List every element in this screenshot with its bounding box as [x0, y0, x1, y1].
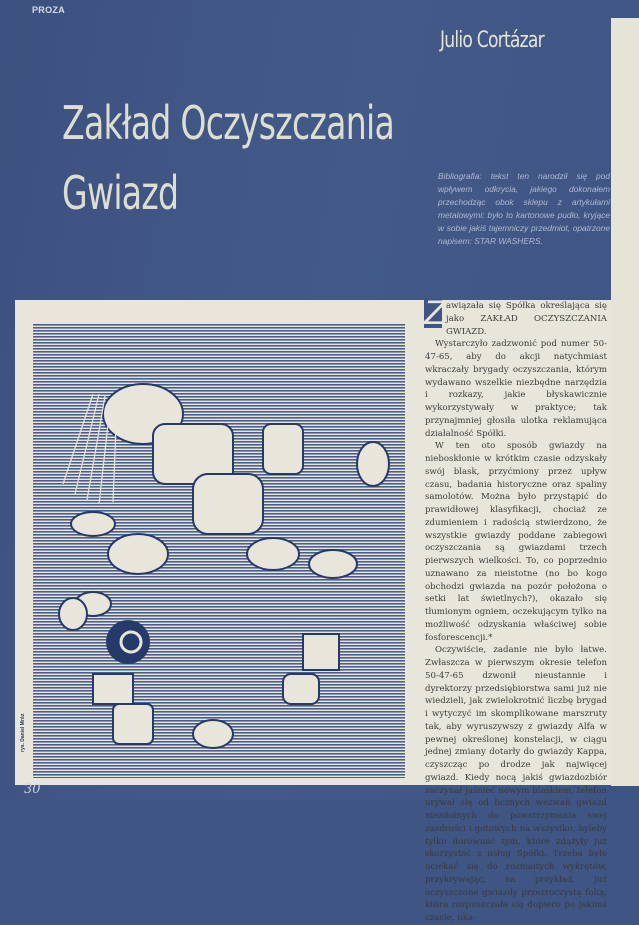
bibliography-note: Bibliografia: tekst ten narodził się pod wpływem odkrycia, jakiego dokonałem przechodząc obok sklepu z artykułami metalowymi: było to kartonowe pudło, kryjące w sobie jakiś tajemniczy przedmiot, opatrzone napisem: STAR WASHERS. — [438, 171, 610, 246]
paragraph: Wystarczyło zadzwonić pod numer 50-47-65, aby do akcji natychmiast wkraczały brygady oczyszczania, którym wydawano wszelkie niezbędne narzędzia i rozkazy, jakie błyskawicznie wykorzystywały w praktyce; tak przynajmniej głosiła ulotka reklamująca działalność Spółki. — [425, 339, 607, 439]
page-number: 30 — [24, 782, 41, 797]
section-label: PROZA — [32, 5, 65, 15]
article-title — [62, 88, 394, 228]
hatched-sky — [33, 324, 405, 778]
drop-cap: Z — [424, 294, 446, 332]
title-line-1: Zakład Oczyszczania — [62, 96, 395, 150]
author-name: Julio Cortázar — [440, 28, 544, 53]
spiral-ball — [106, 620, 150, 664]
paragraph: Oczywiście, zadanie nie było łatwe. Zwłaszcza w pierwszym okresie telefon 50-47-65 dzwonił nieustannie i dyrektorzy przedsiębiorstwa sami już nie wiedzieli, jak zwielokrotnić liczbę brygad i wytyczyć im skomplikowane marszruty tak, aby wyruszywszy z gwiazdy Alfa w pewnej określonej konstelacji, w ciągu jednej zmiany dotarły do gwiazdy Kappa, czyszcząc po drodze jak najwięcej gwiazd. Kiedy nocą jakiś gwiazdozbiór zaczynał jaśnieć nowym blaskiem, telefon urywał się od licznych wezwań gwiazd niezdolnych do powstrzymania swej zazdrości i gotowych na wszystko, byleby tylko dorównać tym, które zdążyły już skorzystać z usług Spółki. Trzeba było uciekać się do rozmaitych wykrętów, przykrywając, na przykład, już oczyszczone gwiazdy przezroczystą folią, która rozpuszczała się dopiero po jakimś czasie, uka- — [425, 645, 607, 923]
paragraph — [424, 294, 607, 338]
illustration-credit: rys. Daniel Mróz — [20, 713, 26, 752]
article-body — [424, 294, 607, 925]
illustration — [33, 324, 405, 778]
paragraph-text: awiązała się Spółka określająca się jako ZAKŁAD OCZYSZCZANIA GWIAZD. — [446, 301, 607, 337]
paragraph: W ten oto sposób gwiazdy na nieboskłonie w krótkim czasie odzyskały swój blask, przyćmiony przez upływ czasu, badania historyczne oraz spaliny samolotów. Można było przystąpić do prawidłowej klasyfikacji, chociaż ze zdumieniem i radością stwierdzono, że wszystkie gwiazdy poddane zabiegowi oczyszczania są gwiazdami trzech pierwszych wielkości. To, co poprzednio uznawano za nieistotne (no bo kogo obchodzi gwiazda na pozór położona o setki lat świetlnych?), okazało się tłumionym ogniem, oczekującym tylko na możliwość odzyskania właściwej sobie fosforescencji.* — [425, 441, 607, 643]
title-line-2: Gwiazd — [62, 166, 179, 220]
page-edge — [611, 18, 639, 786]
